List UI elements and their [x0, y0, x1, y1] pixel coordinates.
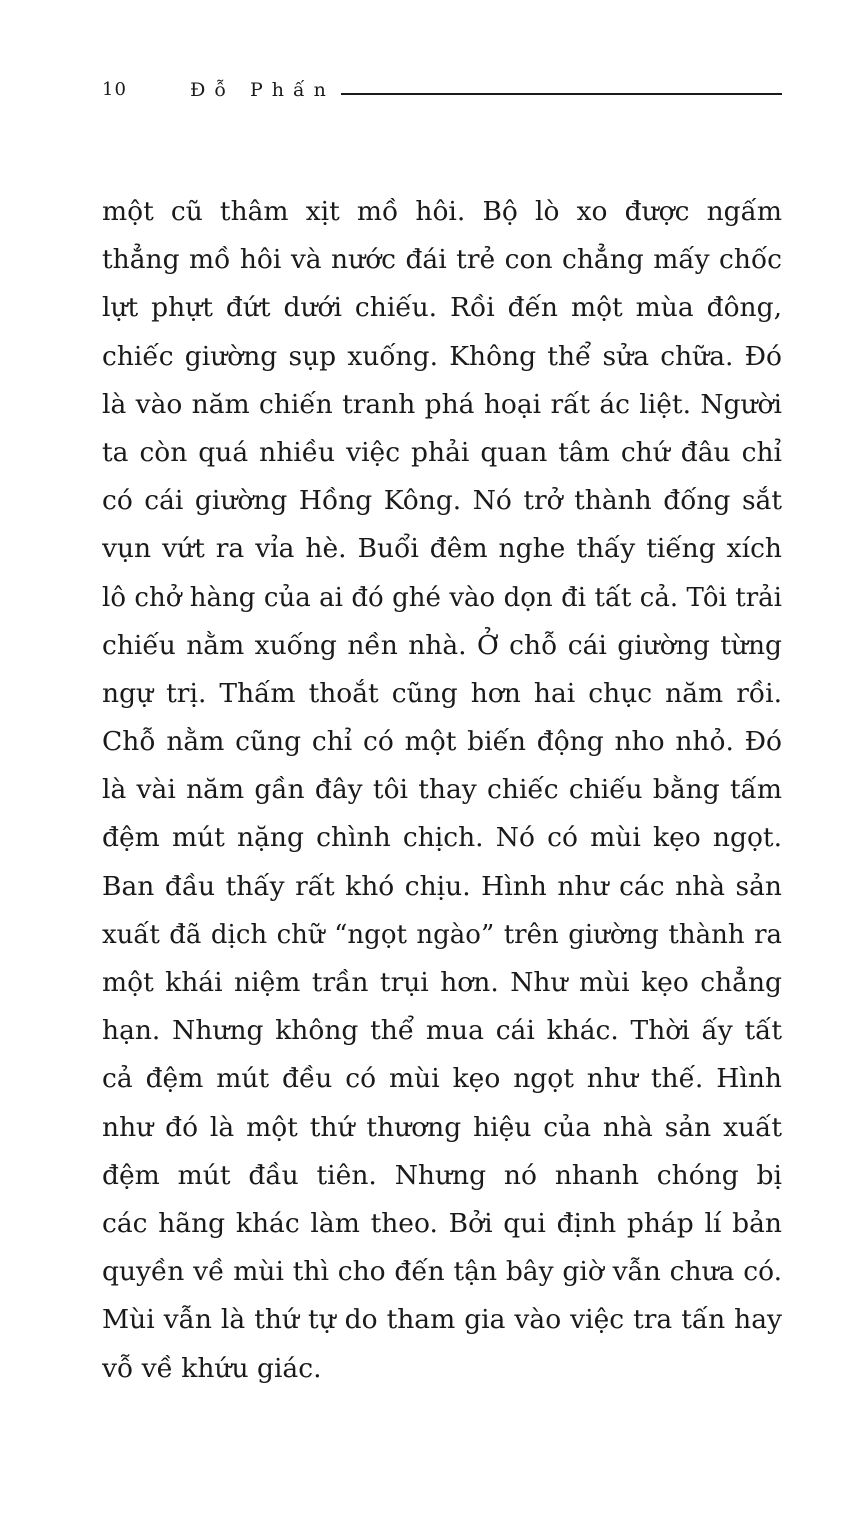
- text-line: vụn vứt ra vỉa hè. Buổi đêm nghe thấy tiếng xích: [102, 533, 782, 565]
- text-line: là vài năm gần đây tôi thay chiếc chiếu bằng tấm: [102, 774, 782, 806]
- text-line: là vào năm chiến tranh phá hoại rất ác liệt. Người: [102, 388, 782, 420]
- text-line: Mùi vẫn là thứ tự do tham gia vào việc tra tấn hay: [102, 1304, 782, 1336]
- text-line: các hãng khác làm theo. Bởi qui định pháp lí bản: [102, 1207, 782, 1239]
- text-line: Chỗ nằm cũng chỉ có một biến động nho nhỏ. Đó: [102, 726, 782, 758]
- text-line: lô chở hàng của ai đó ghé vào dọn đi tất cả. Tôi trải: [102, 582, 782, 613]
- text-line: đệm mút đầu tiên. Nhưng nó nhanh chóng bị: [102, 1159, 782, 1191]
- text-line: đệm mút nặng chình chịch. Nó có mùi kẹo ngọt.: [102, 822, 782, 854]
- text-line: ngự trị. Thấm thoắt cũng hơn hai chục năm rồi.: [102, 677, 782, 709]
- text-line: chiếu nằm xuống nền nhà. Ở chỗ cái giường từng: [102, 629, 782, 661]
- body-paragraph: [102, 188, 782, 1393]
- running-header: [102, 74, 782, 106]
- text-line: xuất đã dịch chữ “ngọt ngào” trên giường thành ra: [102, 919, 782, 950]
- text-line: chiếc giường sụp xuống. Không thể sửa chữa. Đó: [102, 340, 782, 372]
- text-line: vỗ về khứu giác.: [102, 1352, 322, 1384]
- header-rule: [341, 93, 782, 95]
- text-line: như đó là một thứ thương hiệu của nhà sản xuất: [102, 1111, 782, 1143]
- text-line: hạn. Nhưng không thể mua cái khác. Thời ấy tất: [102, 1015, 782, 1047]
- page-number: 10: [102, 79, 127, 100]
- text-line: thẳng mồ hôi và nước đái trẻ con chẳng mấy chốc: [102, 244, 782, 276]
- text-line: một khái niệm trần trụi hơn. Như mùi kẹo chẳng: [102, 967, 782, 998]
- text-line: lựt phựt đứt dưới chiếu. Rồi đến một mùa đông,: [102, 292, 782, 324]
- text-line: ta còn quá nhiều việc phải quan tâm chứ đâu chỉ: [102, 436, 782, 468]
- text-line: một cũ thâm xịt mồ hôi. Bộ lò xo được ngấm: [102, 196, 782, 227]
- text-line: cả đệm mút đều có mùi kẹo ngọt như thế. Hình: [102, 1063, 782, 1095]
- text-line: quyền về mùi thì cho đến tận bây giờ vẫn chưa có.: [102, 1256, 782, 1288]
- text-line: có cái giường Hồng Kông. Nó trở thành đống sắt: [102, 485, 782, 517]
- author-name: Đỗ Phấn: [190, 79, 335, 101]
- text-line: Ban đầu thấy rất khó chịu. Hình như các nhà sản: [102, 870, 782, 902]
